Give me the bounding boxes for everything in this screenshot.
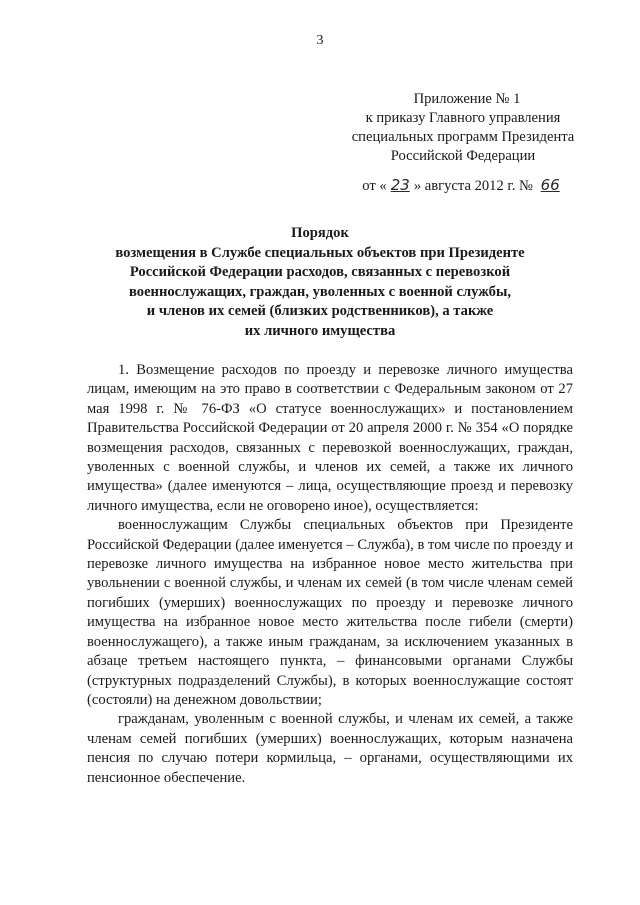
title-line: и членов их семей (близких родственников), а также (146, 303, 494, 319)
page-number: 3 (316, 33, 324, 48)
document-title (100, 224, 540, 341)
appendix-title: Приложение № 1 (413, 91, 521, 107)
document-body (87, 361, 573, 788)
date-prefix: от « (362, 178, 387, 194)
title-line: возмещения в Службе специальных объектов при Президенте (115, 244, 525, 261)
appendix-line: Российской Федерации (390, 148, 536, 164)
appendix-block (333, 90, 593, 196)
paragraph: 1. Возмещение расходов по проезду и перевозке личного имущества лицам, имеющим на это право в соответствии с Федеральным законом от 27 мая 1998 г. № 76-ФЗ «О статусе военнослужащих» и постановлением Правительства Российской Федерации от 20 апреля 2000 г. № 354 «О порядке возмещения расходов, связанных с перевозкой военнослужащих, граждан, уволенных с военной службы, и членов их семей, а также их личного имущества» (далее именуются – лица, осуществляющие проезд и перевозку личного имущества, если не оговорено иное), осуществляется: (87, 362, 573, 514)
paragraph: гражданам, уволенным с военной службы, и членам их семей, а также членам семей погибших (умерших) военнослужащих, которым назначена пенсия по случаю потери кормильца, – органами, осуществляющими их пенсионное обеспечение. (87, 711, 573, 786)
paragraph: военнослужащим Службы специальных объектов при Президенте Российской Федерации (далее именуется – Служба), в том числе по проезду и перевозке личного имущества на избранное новое место жительства при увольнении с военной службы, и членам их семей (в том числе членам семей погибших (умерших) военнослужащих по проезду и перевозке личного имущества на избранное новое место жительства после гибели (смерти) военнослужащего), а также иным гражданам, за исключением указанных в абзаце третьем настоящего пункта, – финансовыми органами Службы (структурных подразделений Службы), в которых военнослужащие состоят (состояли) на денежном довольствии; (87, 517, 573, 708)
title-line: Российской Федерации расходов, связанных с перевозкой (129, 264, 511, 280)
appendix-date-line (333, 176, 593, 196)
handwritten-order-number: 66 (540, 176, 560, 194)
appendix-line: к приказу Главного управления (365, 110, 561, 126)
title-line: военнослужащих, граждан, уволенных с военной службы, (128, 283, 511, 300)
date-middle: » августа 2012 г. № (413, 178, 533, 194)
handwritten-day: 23 (390, 176, 410, 194)
appendix-line: специальных программ Президента (351, 129, 575, 145)
title-heading: Порядок (291, 225, 349, 241)
title-line: их личного имущества (244, 322, 396, 339)
